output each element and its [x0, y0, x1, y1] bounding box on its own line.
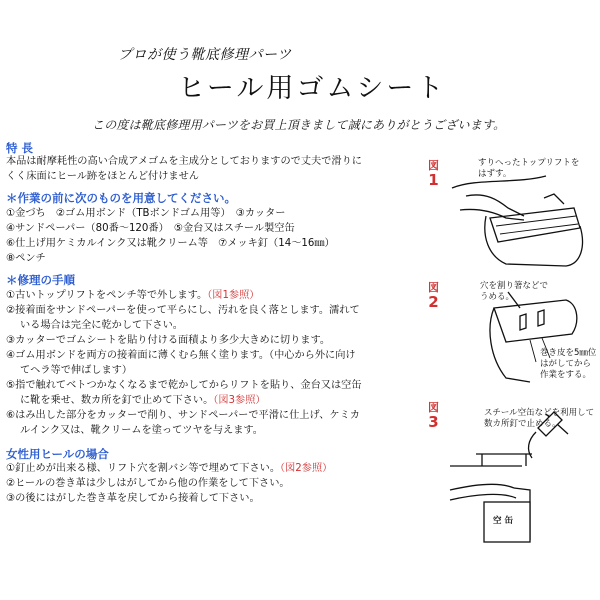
step-text: 古いトップリフトをペンチ等で外します。	[15, 290, 208, 301]
step-text: ルインク又は、靴クリームを塗ってツヤを与えます。	[20, 425, 263, 436]
fig2-number: 2	[428, 293, 439, 311]
step-text: に靴を乗せ、数カ所を釘で止めて下さい。	[20, 395, 214, 406]
women-item	[6, 491, 332, 506]
steps-list	[6, 288, 362, 438]
step-text: カッターでゴムシートを貼り付ける面積より多少大きめに切ります。	[15, 335, 331, 346]
women-ref: （図2参照）	[280, 463, 333, 474]
step-num: ①	[6, 290, 16, 301]
fig2-label-text: 図	[428, 281, 439, 294]
step-text: 指で触れてベトつかなくなるまで乾かしてからリフトを貼り、金台又は空缶	[15, 380, 362, 391]
fig2-note-top	[480, 281, 548, 303]
women-num: ③	[6, 493, 16, 504]
step-num: ②	[6, 305, 16, 316]
fig2-note-line: うめる。	[480, 292, 515, 302]
fig1-label	[428, 160, 439, 189]
women-text: 釘止めが出来る様、リフト穴を割バシ等で埋めて下さい。	[15, 463, 281, 474]
fig2-note-line: 巻き皮を5㎜位	[540, 348, 597, 358]
features-heading: 特 長	[6, 141, 34, 155]
features-line: 本品は耐摩耗性の高い合成アメゴムを主成分としておりますので丈夫で滑りに	[6, 156, 362, 167]
fig3-note-line: 数カ所釘で止める。	[484, 419, 561, 429]
fig2-heel-top	[494, 300, 577, 342]
step-text: はみ出した部分をカッターで削り、サンドペーパーで平滑に仕上げ、ケミカ	[15, 410, 360, 421]
step-item	[6, 303, 362, 333]
step-ref: （図1参照）	[207, 290, 260, 301]
fig3-note-line: スチール空缶などを利用して	[484, 408, 595, 418]
fig1-note	[478, 158, 579, 180]
step-num: ⑤	[6, 380, 16, 391]
step-text: 接着面をサンドペーパーを使って平らにし、汚れを良く落とします。濡れて	[15, 305, 360, 316]
women-list	[6, 461, 332, 506]
fig1-arrow	[544, 194, 564, 204]
fig1-note-line: はずす。	[478, 169, 512, 179]
step-ref: （図3参照）	[213, 395, 266, 406]
step-item	[6, 288, 362, 303]
step-item	[6, 378, 362, 408]
prep-row: ①金づち ②ゴム用ボンド（TBボンドゴム用等） ③カッター	[6, 208, 286, 219]
step-item	[6, 333, 362, 348]
page-title: ヒール用ゴムシート	[178, 73, 447, 104]
step-text: いる場合は完全に乾かして下さい。	[20, 320, 183, 331]
intro-text: この度は靴底修理用パーツをお買上頂きまして誠にありがとうございます。	[92, 118, 506, 132]
fig3-number: 3	[428, 413, 439, 431]
fig2-chopstick-a	[520, 314, 526, 330]
women-num: ①	[6, 463, 16, 474]
step-num: ⑥	[6, 410, 16, 421]
women-num: ②	[6, 478, 16, 489]
prep-list	[6, 206, 335, 266]
fig2-note-side	[540, 348, 596, 381]
fig2-note-line: はがしてから	[540, 359, 592, 369]
prep-row: ④サンドペーパー（80番〜120番） ⑤金台又はスチール製空缶	[6, 223, 295, 234]
fig3-sole-b	[450, 494, 516, 500]
step-item	[6, 348, 362, 378]
steps-heading: ＊修理の手順	[6, 273, 75, 287]
prep-heading: ＊作業の前に次のものを用意してください。	[6, 191, 236, 205]
prep-row: ⑧ペンチ	[6, 253, 46, 264]
fig3-swing-arc	[529, 432, 536, 458]
women-text: の後にはがした巻き革を戻してから接着して下さい。	[15, 493, 260, 504]
fig1-note-line: すりへったトップリフトを	[478, 158, 580, 168]
fig3-label-text: 図	[428, 401, 439, 414]
fig2-note-line: 作業をする。	[540, 370, 592, 380]
step-num: ④	[6, 350, 16, 361]
women-item	[6, 476, 332, 491]
step-text: てヘラ等で伸ばします）	[20, 365, 133, 376]
fig1-label-text: 図	[428, 159, 439, 172]
step-text: ゴム用ボンドを両方の接着面に薄くむら無く塗ります。（中心から外に向け	[15, 350, 356, 361]
fig3-sole-a	[450, 484, 514, 490]
women-heading: 女性用ヒールの場合	[6, 447, 109, 461]
prep-row: ⑥仕上げ用ケミカルインク又は靴クリーム等 ⑦メッキ釘（14〜16㎜）	[6, 238, 335, 249]
fig2-chopstick-b	[538, 310, 544, 326]
features-body	[6, 154, 362, 184]
step-item	[6, 408, 362, 438]
features-line: くく床面にヒール跡をほとんど付けません	[6, 171, 199, 182]
fig3-nail-marks	[482, 454, 526, 466]
fig3-can-label: 空 缶	[493, 516, 513, 526]
fig3-label	[428, 402, 439, 431]
fig2-label	[428, 282, 439, 311]
fig3-note	[484, 408, 594, 430]
subtitle: プロが使う靴底修理パーツ	[118, 47, 292, 63]
fig1-number: 1	[428, 171, 439, 189]
women-text: ヒールの巻き革は少しはがしてから他の作業をして下さい。	[15, 478, 290, 489]
women-item	[6, 461, 332, 476]
step-num: ③	[6, 335, 16, 346]
fig2-note-line: 穴を割り箸などで	[480, 281, 549, 291]
